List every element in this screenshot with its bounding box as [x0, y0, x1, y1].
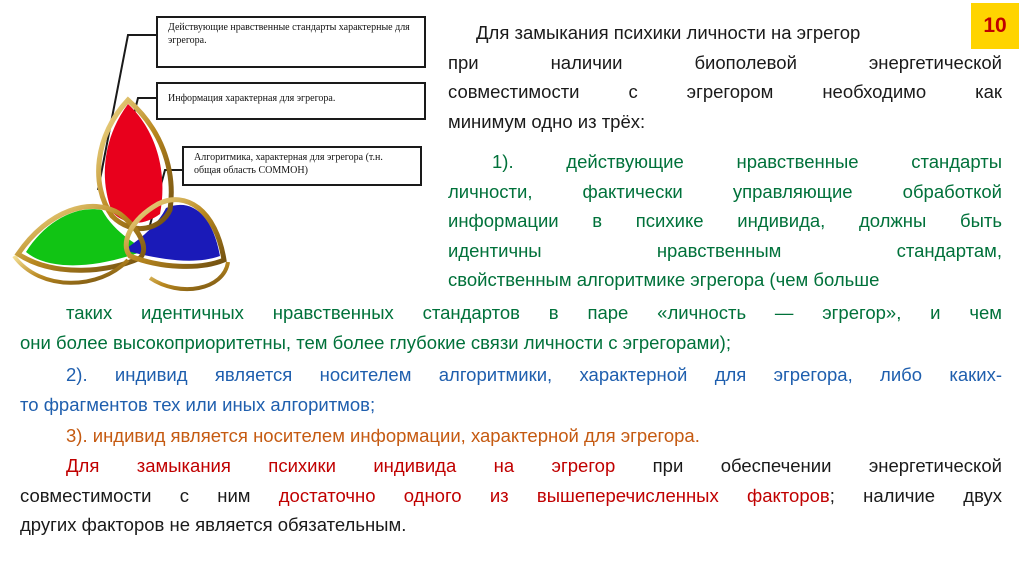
egregore-diagram — [0, 0, 440, 300]
item1-paragraph — [448, 147, 1002, 295]
page-number-badge: 10 — [971, 3, 1019, 49]
item2-line-2: то фрагментов тех или иных алгоритмов; — [20, 393, 376, 415]
callout-moral-standards: Действующие нравственные стандарты характерные для эгрегора. — [156, 16, 426, 68]
conclusion-text-2: совместимости с ним — [20, 484, 251, 506]
item1-line-2: личности, фактически управляющие обработкой — [448, 180, 1002, 202]
conclusion-line-2 — [20, 481, 1002, 511]
conclusion-highlight-1: Для замыкания психики индивида на эгрегор — [66, 455, 616, 476]
item3-line-1: 3). индивид является носителем информации, характерной для эгрегора. — [66, 425, 700, 446]
conclusion-line-3: других факторов не является обязательным. — [20, 514, 407, 536]
item1-line-6: таких идентичных нравственных стандартов в паре «личность — эгрегор», и чем — [66, 302, 1002, 323]
item2-line-1: 2). индивид является носителем алгоритмики, характерной для эгрегора, либо каких- — [66, 364, 1002, 385]
intro-paragraph — [448, 18, 1002, 136]
item1-line-5: свойственным алгоритмике эгрегора (чем больше — [448, 269, 880, 291]
conclusion-text-3: ; наличие двух — [829, 484, 1002, 506]
callout-information: Информация характерная для эгрегора. — [156, 82, 426, 120]
conclusion-text-1: при обеспечении энергетической — [652, 455, 1002, 476]
intro-line-3: совместимости с эгрегором необходимо как — [448, 81, 1002, 103]
item1-continuation — [20, 298, 1002, 357]
item2-paragraph — [20, 360, 1002, 419]
conclusion-line-1 — [20, 451, 1002, 481]
intro-line-2: при наличии биополевой энергетической — [448, 51, 1002, 73]
item1-line-4: идентичны нравственным стандартам, — [448, 239, 1002, 261]
intro-line-4: минимум одно из трёх: — [448, 110, 646, 132]
item1-line-7: они более высокоприоритетны, тем более глубокие связи личности с эгрегорами); — [20, 331, 731, 353]
intro-line-1: Для замыкания психики личности на эгрегор — [476, 22, 861, 43]
conclusion-paragraph — [20, 451, 1002, 540]
conclusion-highlight-2: достаточно одного из вышеперечисленных факторов — [278, 484, 830, 506]
item1-line-3: информации в психике индивида, должны быть — [448, 210, 1002, 232]
callout-algorithmics: Алгоритмика, характерная для эгрегора (т.н. общая область СОММОН) — [182, 146, 422, 186]
item3-paragraph — [20, 421, 1002, 451]
item1-line-1: 1). действующие нравственные стандарты — [492, 151, 1002, 172]
